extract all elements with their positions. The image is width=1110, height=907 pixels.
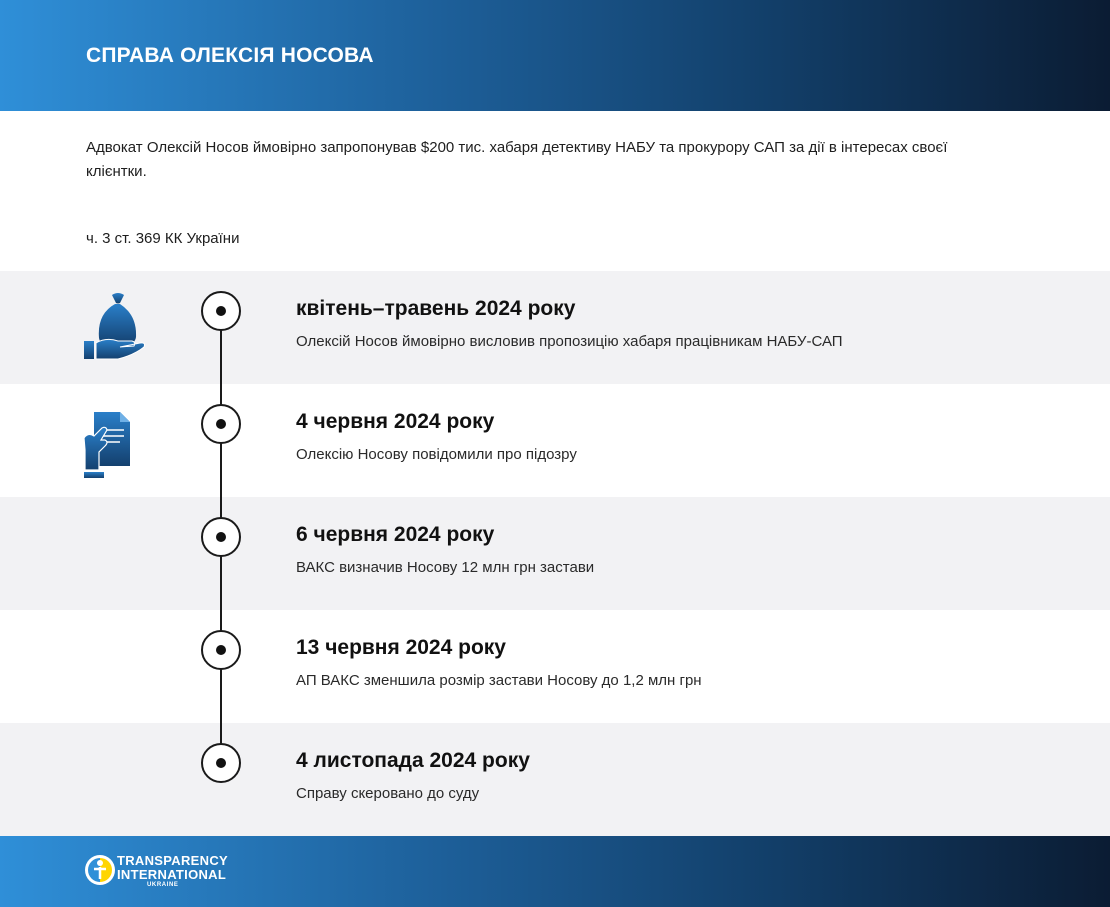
timeline-date: квітень–травень 2024 року [296, 297, 576, 320]
timeline-row [0, 497, 1110, 610]
logo-line-international: INTERNATIONAL [117, 867, 227, 882]
timeline-description: Справу скеровано до суду [296, 785, 480, 802]
timeline-row [0, 610, 1110, 723]
timeline-description: АП ВАКС зменшила розмір застави Носову до 1,2 млн грн [296, 672, 702, 689]
timeline-node [201, 743, 241, 783]
logo-line-ukraine: UKRAINE [147, 882, 179, 888]
timeline-date: 4 листопада 2024 року [296, 749, 530, 772]
page-title: СПРАВА ОЛЕКСІЯ НОСОВА [86, 44, 374, 67]
timeline-description: Олексій Носов ймовірно висловив пропозицію хабаря працівникам НАБУ-САП [296, 333, 843, 350]
timeline-node [201, 630, 241, 670]
timeline-node [201, 404, 241, 444]
footer-banner [0, 836, 1110, 907]
timeline-date: 13 червня 2024 року [296, 636, 506, 659]
money-bag-hand-icon [82, 291, 148, 366]
header-banner [0, 0, 1110, 111]
timeline-node [201, 291, 241, 331]
document-hand-icon [82, 410, 134, 485]
logo-wordmark [117, 854, 228, 889]
timeline-row [0, 384, 1110, 497]
criminal-code-article: ч. 3 ст. 369 КК України [86, 230, 240, 247]
timeline-row [0, 271, 1110, 384]
logo-line-transparency: TRANSPARENCY [117, 853, 228, 868]
timeline-description: Олексію Носову повідомили про підозру [296, 446, 577, 463]
timeline-date: 6 червня 2024 року [296, 523, 495, 546]
timeline-node [201, 517, 241, 557]
case-summary: Адвокат Олексій Носов ймовірно запропонував $200 тис. хабаря детективу НАБУ та прокурору САП за дії в інтересах своєї клієнтки. [86, 139, 948, 180]
transparency-international-logo-icon [84, 854, 116, 891]
timeline-date: 4 червня 2024 року [296, 410, 495, 433]
timeline-row [0, 723, 1110, 836]
timeline-description: ВАКС визначив Носову 12 млн грн застави [296, 559, 595, 576]
